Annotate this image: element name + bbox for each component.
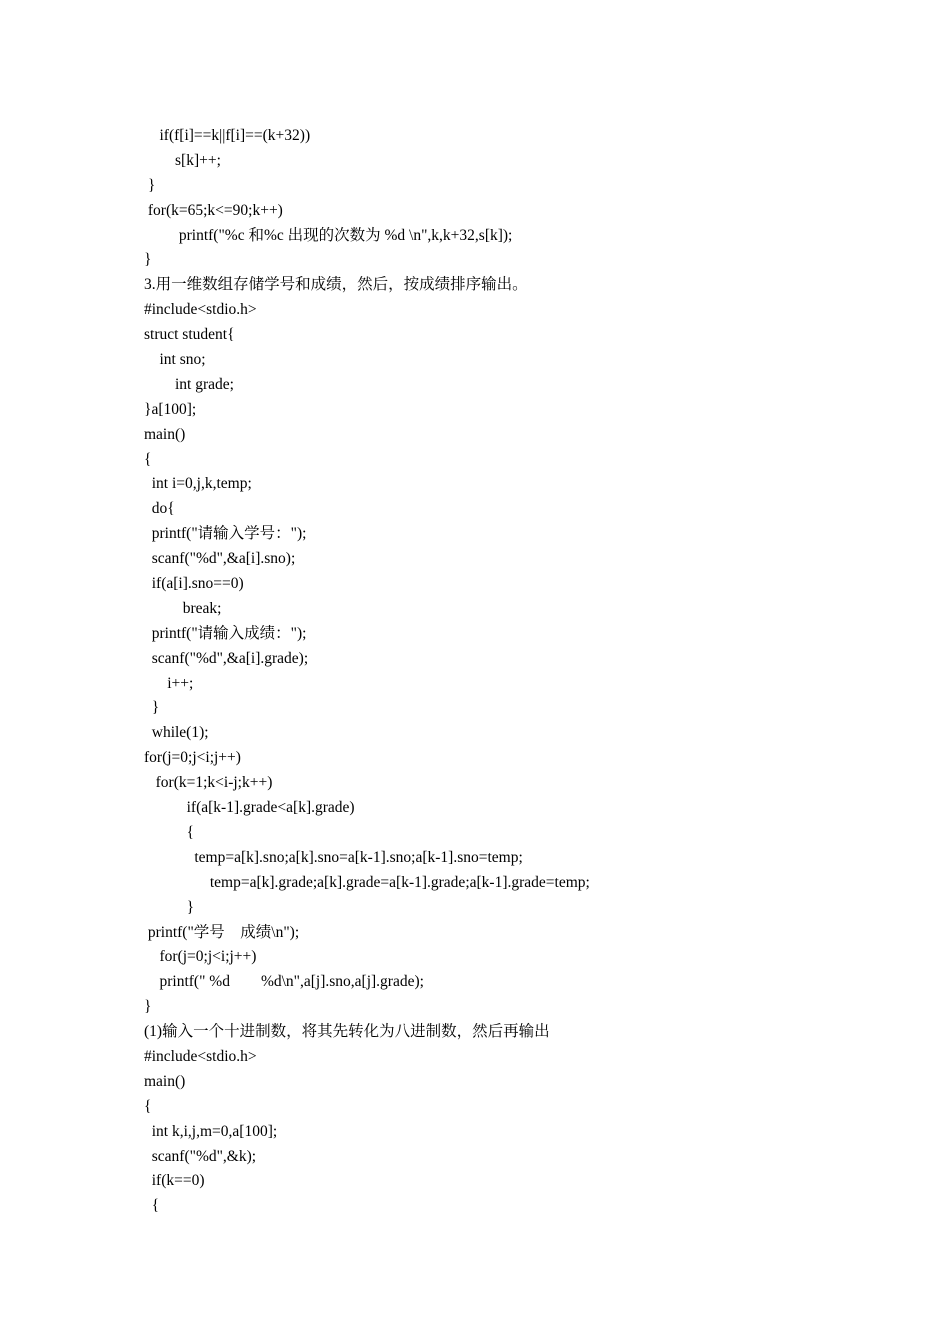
- code-line: {: [144, 450, 152, 468]
- code-line: break;: [144, 599, 222, 617]
- code-line: printf("学号 成绩\n");: [144, 923, 300, 941]
- code-line: #include<stdio.h>: [144, 301, 257, 319]
- code-line: int k,i,j,m=0,a[100];: [144, 1122, 278, 1140]
- code-line: {: [144, 823, 195, 841]
- code-line: for(k=65;k<=90;k++): [144, 201, 283, 219]
- code-line: printf("请输入学号：");: [144, 525, 307, 543]
- code-line: }: [144, 699, 160, 717]
- code-line: scanf("%d",&a[i].sno);: [144, 550, 296, 568]
- code-line: printf("请输入成绩：");: [144, 624, 307, 642]
- code-line: for(j=0;j<i;j++): [144, 948, 257, 966]
- code-line: if(f[i]==k||f[i]==(k+32)): [144, 127, 311, 144]
- code-line: main(): [144, 1072, 186, 1090]
- code-line: struct student{: [144, 326, 235, 344]
- document-body: [144, 124, 864, 1219]
- code-line: scanf("%d",&a[i].grade);: [144, 649, 309, 667]
- code-line: temp=a[k].sno;a[k].sno=a[k-1].sno;a[k-1].sno=temp;: [144, 848, 523, 866]
- code-line: i++;: [144, 674, 194, 692]
- code-line: {: [144, 1197, 160, 1215]
- code-line: }a[100];: [144, 400, 197, 418]
- code-line: int i=0,j,k,temp;: [144, 475, 252, 493]
- code-line: if(k==0): [144, 1172, 205, 1190]
- code-line: printf(" %d %d\n",a[j].sno,a[j].grade);: [144, 973, 424, 991]
- code-line: while(1);: [144, 724, 209, 742]
- code-line: for(j=0;j<i;j++): [144, 749, 241, 767]
- code-line: int grade;: [144, 375, 234, 393]
- code-line: #include<stdio.h>: [144, 1047, 257, 1065]
- code-line: }: [144, 898, 195, 916]
- code-line: scanf("%d",&k);: [144, 1147, 257, 1165]
- code-line: for(k=1;k<i-j;k++): [144, 774, 273, 792]
- code-line: temp=a[k].grade;a[k].grade=a[k-1].grade;a[k-1].grade=temp;: [144, 873, 590, 891]
- code-line: if(a[i].sno==0): [144, 575, 244, 593]
- code-line: int sno;: [144, 351, 206, 369]
- code-line: }: [144, 176, 156, 194]
- code-line: printf("%c 和%c 出现的次数为 %d \n",k,k+32,s[k]);: [144, 226, 513, 244]
- code-line: {: [144, 1097, 152, 1115]
- code-line: }: [144, 998, 152, 1016]
- code-line: do{: [144, 500, 175, 518]
- code-line: s[k]++;: [144, 151, 221, 169]
- code-line: main(): [144, 425, 186, 443]
- section-heading: (1)输入一个十进制数，将其先转化为八进制数，然后再输出: [144, 1023, 550, 1041]
- code-line: }: [144, 251, 152, 269]
- code-line: if(a[k-1].grade<a[k].grade): [144, 799, 355, 817]
- section-heading: 3.用一维数组存储学号和成绩，然后，按成绩排序输出。: [144, 276, 528, 294]
